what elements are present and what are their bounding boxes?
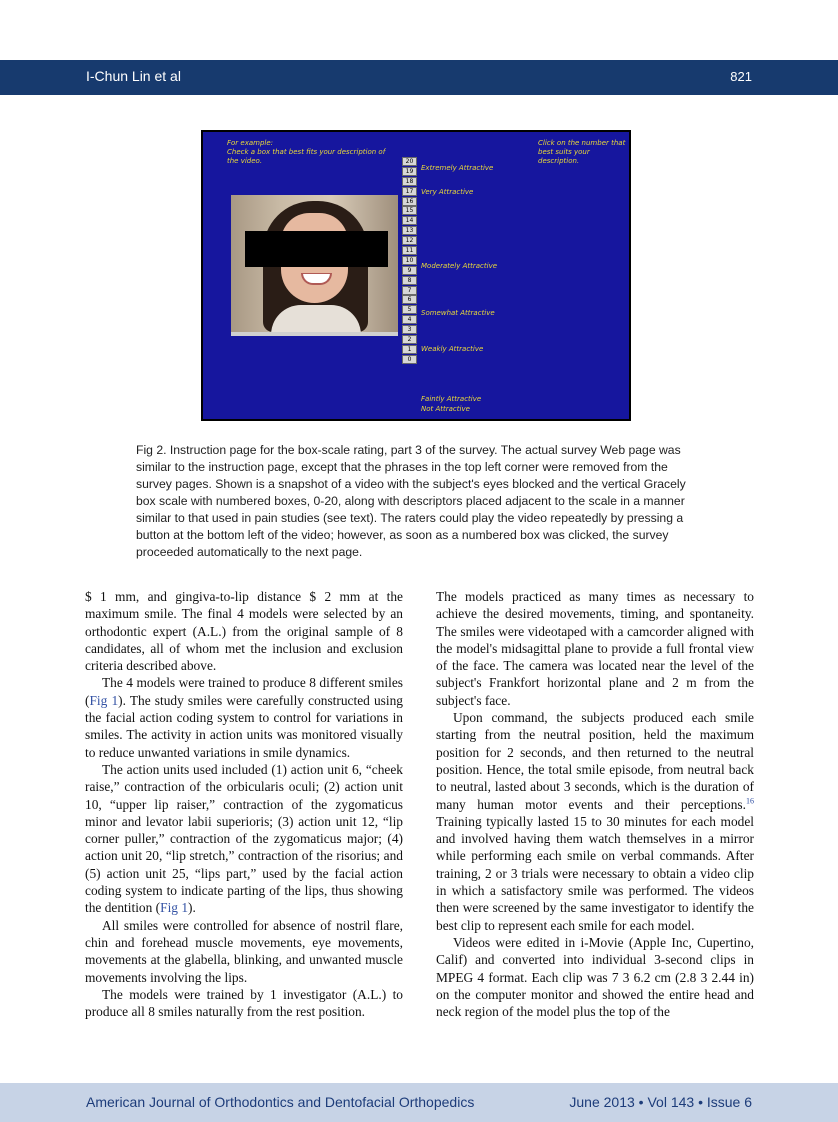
figure-reference-link[interactable]: Fig 1 [160,900,189,916]
paragraph: $ 1 mm, and gingiva-to-lip distance $ 2 mm at the maximum smile. The final 4 models were selected by an orthodontic expert (A.L.) from the original sample of 8 candidates, all of whom met the inclusion and exclusion criteria described above. [85,589,403,674]
scale-box[interactable]: 12 [402,236,417,245]
text-column-left [85,588,403,1020]
descriptor-weakly: Weakly Attractive [421,345,484,353]
journal-name: American Journal of Orthodontics and Dentofacial Orthopedics [86,1094,475,1110]
figure-click-instruction: Click on the number that best suits your description. [538,139,626,165]
paragraph: The models practiced as many times as necessary to achieve the desired movements, timing, and spontaneity. The smiles were videotaped with a camcorder aligned with the model's midsagittal plane to provide a full frontal view of the face. The camera was located near the level of the subject's Frankfort horizontal plane and 2 m from the subject's face. [436,589,754,708]
citation-reference[interactable]: 16 [746,796,754,806]
paragraph: Upon command, the subjects produced each smile starting from the neutral position, held the maximum position for 2 seconds, and then returned to the neutral position. Hence, the total smile episode, from neutral back to neutral, lasted about 3 seconds, which is the duration of many human motor events and their perceptions.$^{16}$ Training typically lasted 15 to 30 minutes for each model and involved having them watch themselves in a mirror while performing each smile on verbal commands. After training, 2 or 3 trials were necessary to obtain a video clip in which a satisfactory smile was performed. The videos then were screened by the same investigator to identify the best clip to represent each smile for each model. [436,710,754,933]
header-page-number: 821 [730,69,752,84]
scale-box[interactable]: 16 [402,197,417,206]
scale-box[interactable]: 17 [402,187,417,196]
descriptor-extremely: Extremely Attractive [421,164,494,172]
scale-box[interactable]: 20 [402,157,417,166]
scale-box[interactable]: 10 [402,256,417,265]
scale-box[interactable]: 9 [402,266,417,275]
issue-info: June 2013 • Vol 143 • Issue 6 [569,1094,752,1110]
scale-box[interactable]: 13 [402,226,417,235]
paragraph: The models were trained by 1 investigator (A.L.) to produce all 8 smiles naturally from the rest position. [85,986,403,1020]
scale-box[interactable]: 18 [402,177,417,186]
paragraph: The 4 models were trained to produce 8 different smiles (Fig 1). The study smiles were carefully constructed using the facial action coding system to control for variations in smiles. The activity in action units was monitored visually to reduce unwanted variations in smile dynamics. [85,675,403,760]
descriptor-moderately: Moderately Attractive [421,262,498,270]
scale-box[interactable]: 6 [402,295,417,304]
scale-box[interactable]: 1 [402,345,417,354]
box-scale [402,157,417,365]
running-footer [0,1083,838,1122]
paragraph: The action units used included (1) action unit 6, “cheek raise,” contraction of the orbicularis oculi; (2) action unit 10, “upper lip raiser,” contraction of the zygomaticus minor and levator labii superioris; (3) action unit 12, “lip corner puller,” contraction of the zygomaticus major; (4) action unit 20, “lip stretch,” contraction of the risorius; and (5) action unit 25, “lips part,” used by the facial action coding system to indicate parting of the lips, thus showing the dentition (Fig 1). [85,761,403,916]
eye-blocking-bar [245,231,388,267]
scale-box[interactable]: 2 [402,335,417,344]
descriptor-not: Not Attractive [421,405,470,413]
header-author: I-Chun Lin et al [86,68,181,84]
scale-box[interactable]: 7 [402,286,417,295]
figure-caption: Fig 2. Instruction page for the box-scale rating, part 3 of the survey. The actual survey Web page was similar to the instruction page, except that the phrases in the top left corner were removed from the survey pages. Shown is a snapshot of a video with the subject's eyes blocked and the vertical Gracely box scale with numbered boxes, 0-20, along with descriptors placed adjacent to the scale in a manner similar to that used in pain studies (see text). The raters could play the video repeatedly by pressing a button at the bottom left of the video; however, as soon as a numbered box was clicked, the survey proceeded automatically to the next page. [136,443,686,559]
scale-box[interactable]: 4 [402,315,417,324]
scale-box[interactable]: 14 [402,216,417,225]
scale-box[interactable]: 19 [402,167,417,176]
running-header [0,60,838,95]
scale-box[interactable]: 11 [402,246,417,255]
descriptor-somewhat: Somewhat Attractive [421,309,495,317]
scale-box[interactable]: 15 [402,206,417,215]
figure-reference-link[interactable]: Fig 1 [89,692,119,708]
paragraph: Videos were edited in i-Movie (Apple Inc, Cupertino, Calif) and converted into individual 3-second clips in MPEG 4 format. Each clip was 7 3 6.2 cm (2.8 3 2.44 in) on the computer monitor and showed the entire head and neck region of the model plus the top of the [436,934,754,1020]
figure-survey-screenshot [201,130,631,421]
scale-box[interactable]: 5 [402,305,417,314]
scale-box[interactable]: 0 [402,355,417,364]
descriptor-very: Very Attractive [421,188,474,196]
text-column-right [436,588,754,1020]
video-play-control[interactable] [231,332,398,336]
figure-instruction-text: For example: Check a box that best fits your description of the video. [227,139,386,165]
paragraph: All smiles were controlled for absence of nostril flare, chin and forehead muscle movements, eye movements, movements at the glabella, blinking, and unwanted muscle movements involving the lips. [85,917,403,985]
descriptor-faintly: Faintly Attractive [421,395,482,403]
scale-box[interactable]: 8 [402,276,417,285]
scale-box[interactable]: 3 [402,325,417,334]
